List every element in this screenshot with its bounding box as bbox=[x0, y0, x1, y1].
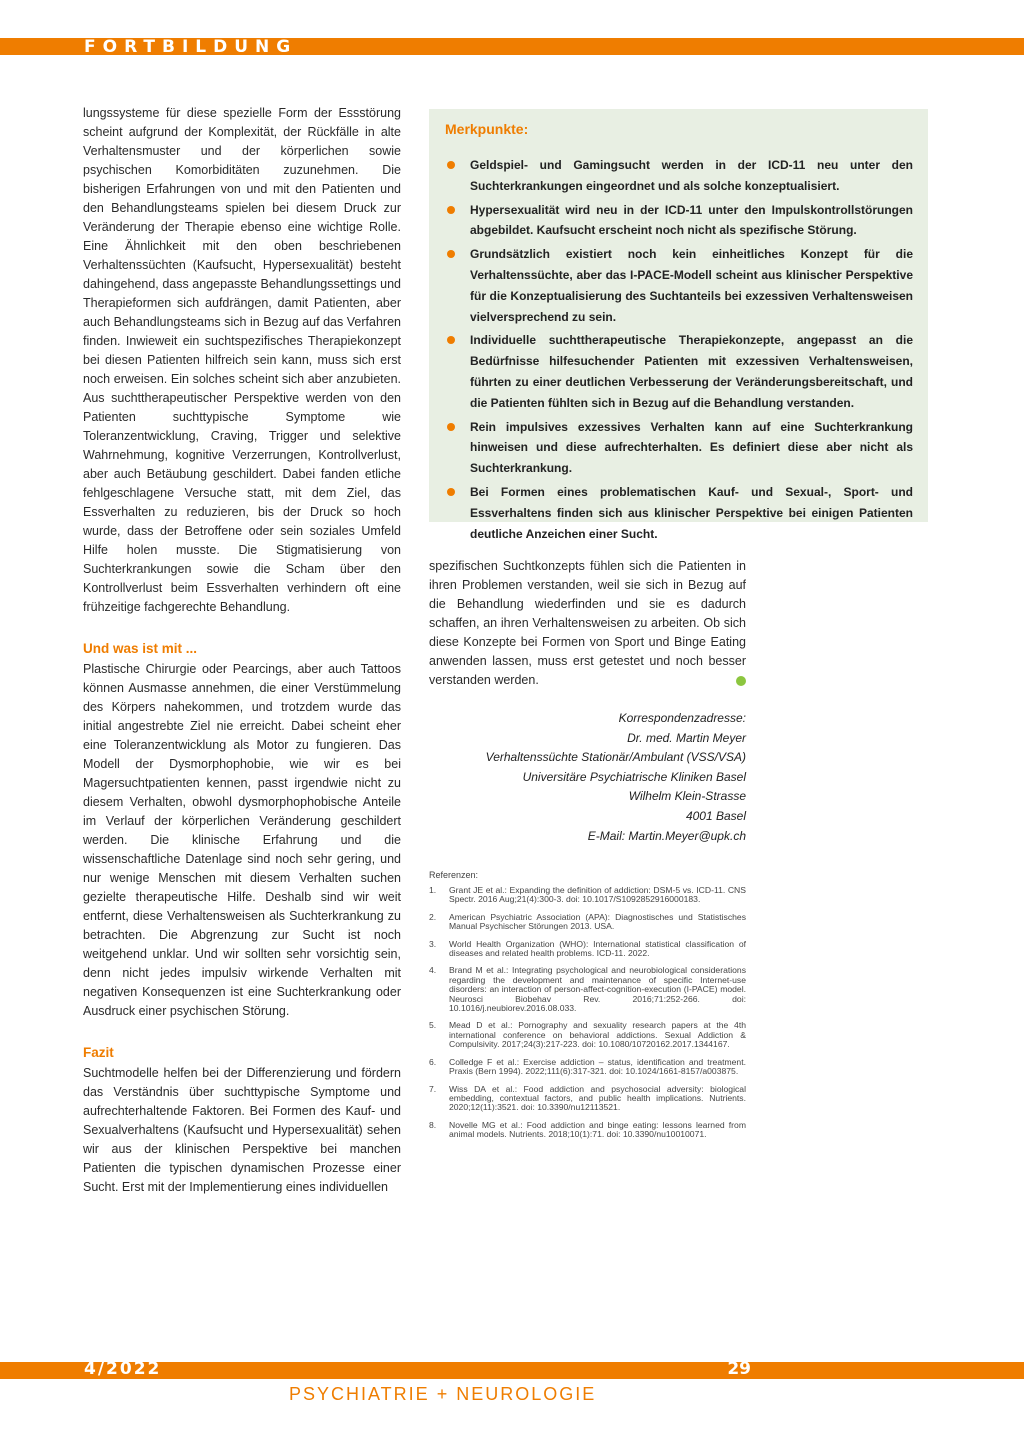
key-point-text: Bei Formen eines problematischen Kauf- und Sexual-, Sport- und Essverhaltens finden sich aus klinischer Perspektive bei einigen Patienten deutliche Anzeichen einer Sucht. bbox=[470, 484, 913, 541]
key-point-text: Hypersexualität wird neu in der ICD-11 unter den Impulskontrollstörungen abgebildet. Kaufsucht erscheint noch nicht als spezifische Störung. bbox=[470, 202, 913, 238]
reference-item: 3. World Health Organization (WHO): International statistical classification of diseases and related health problems. ICD-11. 2022. bbox=[429, 938, 746, 959]
list-item bbox=[445, 200, 913, 242]
author-institution: Universitäre Psychiatrische Kliniken Basel bbox=[522, 769, 746, 784]
reference-text: Brand M et al.: Integrating psychological and neurobiological considerations regarding the development and maintenance of specific Internet-use disorders: an interaction of person-affect-cognition-execution (I-PACE) model. Neurosci Biobehav Rev. 2016;71:252-266. doi: 10.1016/j.neubiorev.2016.08.033. bbox=[449, 965, 746, 1014]
issue-number: 4/2022 bbox=[84, 1359, 162, 1379]
paragraph: lungssysteme für diese spezielle Form der Essstörung scheint aufgrund der Komplexität, der Rückfälle in alte Verhaltensmuster und der körperlichen sowie psychischen Komorbiditäten zuzunehmen. Die bisherigen Erfahrungen von und mit den Patienten und den Behandlungsteams spielen bei diesem Druck zur Veränderung der Therapie ebenso eine wichtige Rolle. Eine Ähnlichkeit mit den oben beschriebenen Verhaltenssüchten (Kaufsucht, Hypersexualität) besteht dahingehend, dass angepasste Behandlungssettings und Therapieformen sich aufdrängen, damit Patienten, aber auch Behandlungsteams sich in Bezug auf das Verfahren finden. Inwieweit ein suchtspezifisches Therapiekonzept bei diesen Patienten hilfreich sein kann, muss sich erst noch erweisen. Ein solches scheint sich aber anzubieten. Aus suchttherapeutischer Perspektive werden von den Patienten suchttypische Symptome wie Toleranzentwicklung, Craving, Trigger und selektive Wahrnehmung, kognitive Verzerrungen, Kontrollverlust, aber auch Betäubung geschildert. Dabei fanden etliche fehlgeschlagene Versuche statt, mit dem Ziel, das Essverhalten zu reduzieren, bis der Druck so hoch wurde, dass der Betroffene oder sein soziales Umfeld Hilfe holen musste. Die Stigmatisierung von Suchterkrankungen sowie die Scham über den Kontrollverlust beim Essverhalten verhindern oft eine frühzeitige fachgerechte Behandlung. bbox=[83, 106, 401, 614]
reference-item: 1. Grant JE et al.: Expanding the definition of addiction: DSM-5 vs. ICD-11. CNS Spectr. 2016 Aug;21(4):300-3. doi: 10.1017/S1092852916000183. bbox=[429, 885, 746, 905]
author-email: E-Mail: Martin.Meyer@upk.ch bbox=[587, 828, 746, 843]
bullet-icon bbox=[447, 488, 455, 496]
list-item bbox=[445, 244, 913, 327]
bullet-icon bbox=[447, 423, 455, 431]
paragraph-text: spezifischen Suchtkonzepts fühlen sich die Patienten in ihren Problemen verstanden, weil sie sich in Bezug auf die Behandlung wiederfinden und sie es dadurch schaffen, an ihren Verhaltensweisen zu arbeiten. Ob sich diese Konzepte bei Formen von Sport und Binge Eating anwenden lassen, muss erst getestet und noch besser verstanden werden. bbox=[429, 559, 746, 687]
references bbox=[429, 870, 746, 1148]
author-name: Dr. med. Martin Meyer bbox=[627, 730, 746, 745]
key-point-text: Grundsätzlich existiert noch kein einheitliches Konzept für die Verhaltenssüchte, aber das I-PACE-Modell scheint aus klinischer Perspektive für die Konzeptualisierung des Suchtanteils bei exzessiven Verhaltensweisen vielversprechend zu sein. bbox=[470, 247, 913, 324]
reference-item: 6. Colledge F et al.: Exercise addiction – status, identification and treatment. Praxis (Bern 1994). 2022;111(6):317-321. doi: 10.1024/1661-8157/a003875. bbox=[429, 1056, 746, 1077]
key-points-box bbox=[429, 109, 928, 541]
list-item bbox=[445, 417, 913, 479]
paragraph: Plastische Chirurgie oder Pearcings, aber auch Tattoos können Ausmasse annehmen, die einer Verstümmelung des Körpers nahekommen, und trotzdem wurde das initial angestrebte Ziel nie erreicht. Dabei scheint eher eine Toleranzentwicklung als Motor zu fungieren. Das Modell der Dysmorphophobie, wie wir es bei Magersuchtpatienten kennen, passt irgendwie nicht zu diesem Verhalten, obwohl dysmorphophobische Anteile im Verlauf der körperlichen Veränderung geschildert werden. Die klinische Erfahrung und die wissenschaftliche Datenlage sind noch sehr gering, und nur wenige Menschen mit diesem Verhalten suchen gezielte therapeutische Hilfe. Deshalb sind wir weit entfernt, diese Verhaltensweisen als Suchterkrankung zu betrachten. Die Abgrenzung zur Sucht ist noch weitgehend unklar. Und wir sollten sehr vorsichtig sein, denn nicht jedes impulsiv wirkende Verhalten mit negativen Konsequenzen ist eine Suchterkrankung oder Ausdruck einer psychischen Störung. bbox=[83, 662, 401, 1018]
page-number: 29 bbox=[727, 1359, 751, 1379]
list-item bbox=[445, 482, 913, 544]
reference-text: Wiss DA et al.: Food addiction and psychosocial adversity: biological embedding, contextual factors, and public health implications. Nutrients. 2020;12(11):3521. doi: 10.3390/nu12113521. bbox=[449, 1083, 746, 1113]
key-point-text: Geldspiel- und Gamingsucht werden in der ICD-11 neu unter den Suchterkrankungen eingeordnet und als solche konzeptualisiert. bbox=[470, 158, 913, 193]
journal-name: PSYCHIATRIE + NEUROLOGIE bbox=[289, 1384, 597, 1404]
key-point-text: Individuelle suchttherapeutische Therapiekonzepte, angepasst an die Bedürfnisse hilfesuchender Patienten mit exzessiven Verhaltensweisen, führten zu einer deutlichen Verbesserung der Veränderungsbereitschaft, und die Patienten fühlten sich in Bezug auf die Behandlung verstanden. bbox=[470, 333, 913, 410]
section-label: FORTBILDUNG bbox=[84, 37, 298, 57]
reference-item: 7. Wiss DA et al.: Food addiction and psychosocial adversity: biological embedding, contextual factors, and public health implications. Nutrients. 2020;12(11):3521. doi: 10.3390/nu12113521. bbox=[429, 1083, 746, 1113]
bullet-icon bbox=[447, 250, 455, 258]
bullet-icon bbox=[447, 161, 455, 169]
subheading: Und was ist mit ... bbox=[83, 641, 198, 656]
reference-text: American Psychiatric Association (APA): Diagnostisches und Statistisches Manual Psychischer Störungen 2013. USA. bbox=[449, 911, 746, 932]
correspondence-label: Korrespondenzadresse: bbox=[618, 711, 746, 725]
bullet-icon bbox=[447, 336, 455, 344]
paragraph: Suchtmodelle helfen bei der Differenzierung und fördern das Verständnis über suchttypische Symptome und aufrechterhaltende Faktoren. Bei Formen des Kauf- und Sexualverhaltens (Kaufsucht und Hypersexualität) sehen wir aus der klinischen Perspektive bei manchen Patienten die typischen dynamischen Prozesse einer Sucht. Erst mit der Implementierung eines individuellen bbox=[83, 1066, 401, 1194]
reference-text: Grant JE et al.: Expanding the definition of addiction: DSM-5 vs. ICD-11. CNS Spectr. 2016 Aug;21(4):300-3. doi: 10.1017/S1092852916000183. bbox=[449, 885, 746, 905]
end-mark-icon bbox=[736, 676, 746, 686]
correspondence-address bbox=[429, 709, 746, 846]
key-point-text: Rein impulsives exzessives Verhalten kann auf eine Suchterkrankung hinweisen und diese aufrechterhalten. Es definiert diese aber nicht als Suchterkrankung. bbox=[470, 419, 913, 476]
left-column bbox=[83, 104, 401, 1197]
list-item bbox=[445, 155, 913, 197]
reference-text: World Health Organization (WHO): International statistical classification of diseases and related health problems. ICD-11. 2022. bbox=[449, 938, 746, 959]
author-street: Wilhelm Klein-Strasse bbox=[628, 789, 746, 804]
bullet-icon bbox=[447, 206, 455, 214]
paragraph bbox=[429, 557, 746, 690]
references-title: Referenzen: bbox=[429, 870, 479, 880]
author-unit: Verhaltenssüchte Stationär/Ambulant (VSS/VSA) bbox=[485, 750, 746, 765]
reference-text: Novelle MG et al.: Food addiction and binge eating: lessons learned from animal models. Nutrients. 2018;10(1):71. doi: 10.3390/nu10010071. bbox=[449, 1119, 746, 1140]
reference-item: 5. Mead D et al.: Pornography and sexuality research papers at the 4th international conference on behavioral addictions. Sexual Addiction & Compulsivity. 2017;24(3):217-223. doi: 10.1080/10720162.2017.1344167. bbox=[429, 1020, 746, 1050]
reference-item: 8. Novelle MG et al.: Food addiction and binge eating: lessons learned from animal models. Nutrients. 2018;10(1):71. doi: 10.3390/nu10010071. bbox=[429, 1119, 746, 1140]
author-city: 4001 Basel bbox=[685, 808, 746, 823]
list-item bbox=[445, 330, 913, 413]
reference-text: Colledge F et al.: Exercise addiction – status, identification and treatment. Praxis (Bern 1994). 2022;111(6):317-321. doi: 10.1024/1661-8157/a003875. bbox=[449, 1056, 746, 1077]
reference-item: 4. Brand M et al.: Integrating psychological and neurobiological considerations regarding the development and maintenance of specific Internet-use disorders: an interaction of person-affect-cognition-execution (I-PACE) model. Neurosci Biobehav Rev. 2016;71:252-266. doi: 10.1016/j.neubiorev.2016.08.033. bbox=[429, 965, 746, 1014]
right-column-text bbox=[429, 557, 746, 690]
reference-text: Mead D et al.: Pornography and sexuality research papers at the 4th international conference on behavioral addictions. Sexual Addiction & Compulsivity. 2017;24(3):217-223. doi: 10.1080/10720162.2017.1344167. bbox=[449, 1020, 746, 1050]
key-points-list bbox=[445, 155, 913, 547]
reference-item: 2. American Psychiatric Association (APA): Diagnostisches und Statistisches Manual Psychischer Störungen 2013. USA. bbox=[429, 911, 746, 932]
key-points-title: Merkpunkte: bbox=[445, 121, 529, 137]
references-list bbox=[429, 886, 746, 1140]
subheading-fazit: Fazit bbox=[83, 1045, 114, 1060]
